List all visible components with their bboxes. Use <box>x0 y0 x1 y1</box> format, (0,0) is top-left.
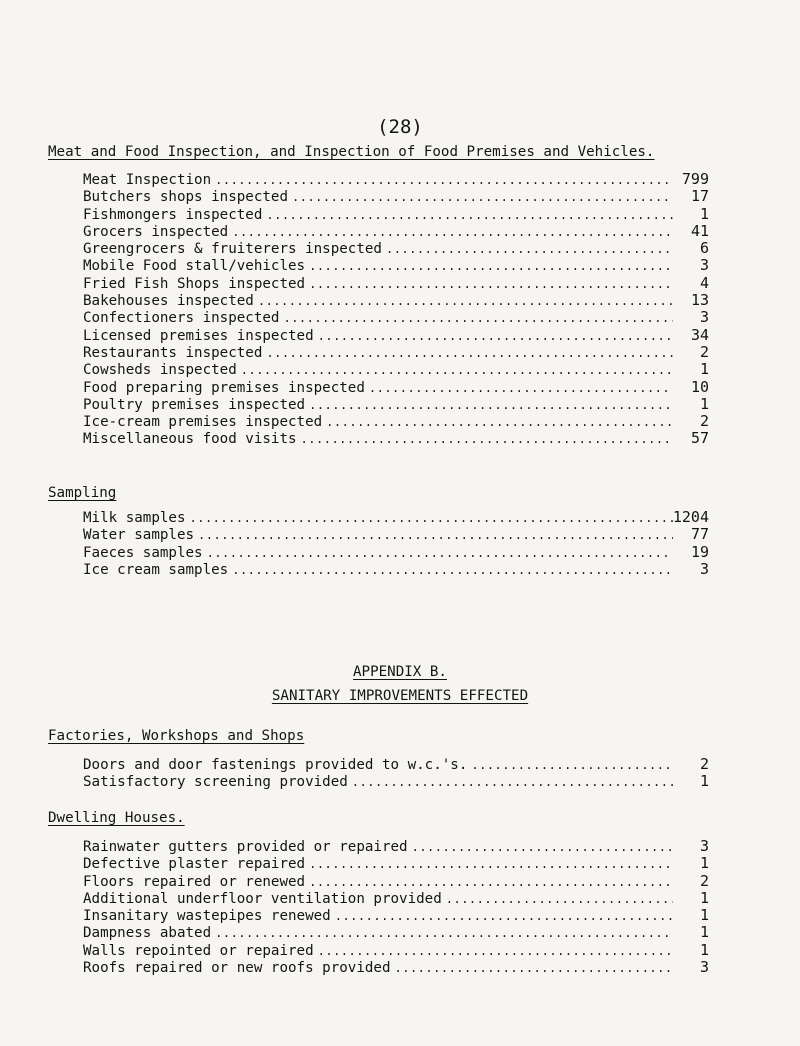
item-label: Fishmongers inspected <box>83 206 263 223</box>
item-label: Doors and door fastenings provided to w.c.'s. <box>83 757 468 773</box>
dot-leader <box>211 172 673 189</box>
dot-leader <box>382 241 673 258</box>
list-item <box>83 257 709 274</box>
list-item <box>83 873 709 890</box>
list-item <box>83 396 709 413</box>
item-label: Satisfactory screening provided <box>83 774 348 791</box>
list-item <box>83 379 709 396</box>
item-value: 1 <box>699 772 709 791</box>
item-label: Additional underfloor ventilation provided <box>83 890 442 907</box>
dot-leader <box>203 545 673 562</box>
list-item <box>83 942 709 959</box>
item-label: Fried Fish Shops inspected <box>83 275 306 292</box>
item-value: 6 <box>699 239 709 258</box>
item-value: 3 <box>699 256 709 275</box>
list-item <box>83 413 709 430</box>
dot-leader <box>391 960 674 977</box>
appendix-subtitle: SANITARY IMPROVEMENTS EFFECTED <box>271 688 529 704</box>
list-item <box>83 773 709 790</box>
item-value: 3 <box>699 958 709 977</box>
list-item <box>83 430 709 447</box>
dot-leader <box>305 874 673 891</box>
list-item <box>83 561 709 578</box>
item-value: 3 <box>699 559 709 578</box>
item-label: Greengrocers & fruiterers inspected <box>83 241 382 258</box>
factories-list <box>83 756 709 791</box>
dot-leader <box>279 310 673 327</box>
dot-leader <box>186 510 673 527</box>
item-label: Defective plaster repaired <box>83 856 306 873</box>
dot-leader <box>314 943 673 960</box>
item-value: 2 <box>699 342 709 361</box>
item-label: Miscellaneous food visits <box>83 431 297 448</box>
dot-leader <box>305 258 673 275</box>
dot-leader <box>408 839 673 856</box>
item-label: Dampness abated <box>83 925 212 942</box>
list-item <box>83 309 709 326</box>
item-label: Walls repointed or repaired <box>83 942 314 959</box>
dot-leader <box>297 431 673 448</box>
list-item <box>83 855 709 872</box>
list-item <box>83 959 709 976</box>
item-label: Restaurants inspected <box>83 344 263 361</box>
item-label: Mobile Food stall/vehicles <box>83 258 306 275</box>
item-value: 41 <box>690 221 709 240</box>
dot-leader <box>254 293 673 310</box>
dot-leader <box>237 362 673 379</box>
dot-leader <box>365 380 673 397</box>
item-value: 10 <box>690 377 709 396</box>
dot-leader <box>228 562 673 579</box>
item-label: Grocers inspected <box>83 223 229 240</box>
item-value: 1 <box>699 394 709 413</box>
list-item <box>83 171 709 188</box>
item-value: 13 <box>690 291 709 310</box>
item-value: 2 <box>699 412 709 431</box>
item-value: 1 <box>699 923 709 942</box>
item-value: 1 <box>699 940 709 959</box>
dot-leader <box>305 397 673 414</box>
item-value: 17 <box>690 187 709 206</box>
list-item <box>83 890 709 907</box>
appendix-title: APPENDIX B. <box>353 664 447 680</box>
list-item <box>83 327 709 344</box>
dot-leader <box>331 908 673 925</box>
item-label: Ice-cream premises inspected <box>83 414 323 431</box>
item-label: Butchers shops inspected <box>83 189 288 206</box>
list-item <box>83 292 709 309</box>
item-value: 1 <box>699 360 709 379</box>
item-label: Water samples <box>83 527 195 544</box>
sampling-list <box>83 509 709 578</box>
dot-leader <box>228 224 673 241</box>
dot-leader <box>314 328 673 345</box>
dot-leader <box>211 925 673 942</box>
list-item <box>83 240 709 257</box>
item-value: 1 <box>699 204 709 223</box>
item-value: 2 <box>699 871 709 890</box>
dot-leader <box>288 189 673 206</box>
item-value: 1 <box>699 888 709 907</box>
list-item <box>83 223 709 240</box>
item-label: Bakehouses inspected <box>83 293 254 310</box>
item-value: 77 <box>690 525 709 544</box>
dot-leader <box>442 891 673 908</box>
item-value: 19 <box>690 542 709 561</box>
list-item <box>83 275 709 292</box>
section-heading-sampling: Sampling <box>48 485 117 501</box>
list-item <box>83 344 709 361</box>
item-label: Cowsheds inspected <box>83 362 237 379</box>
item-value: 34 <box>690 325 709 344</box>
list-item <box>83 924 709 941</box>
item-label: Licensed premises inspected <box>83 327 314 344</box>
item-value: 4 <box>699 273 709 292</box>
dot-leader <box>194 527 673 544</box>
item-label: Food preparing premises inspected <box>83 379 365 396</box>
dot-leader <box>262 345 673 362</box>
item-value: 1204 <box>672 508 709 526</box>
section-heading-meat-food: Meat and Food Inspection, and Inspection of Food Premises and Vehicles. <box>48 144 655 160</box>
item-value: 57 <box>690 429 709 448</box>
list-item <box>83 838 709 855</box>
item-label: Ice cream samples <box>83 561 229 578</box>
dot-leader <box>322 414 673 431</box>
item-label: Milk samples <box>83 510 186 526</box>
list-item <box>83 206 709 223</box>
dwellings-list <box>83 838 709 976</box>
list-item <box>83 526 709 543</box>
item-label: Floors repaired or renewed <box>83 873 306 890</box>
dot-leader <box>305 856 673 873</box>
item-label: Rainwater gutters provided or repaired <box>83 839 408 855</box>
item-value: 1 <box>699 854 709 873</box>
list-item <box>83 509 709 526</box>
section-heading-factories: Factories, Workshops and Shops <box>48 728 305 744</box>
item-value: 2 <box>699 755 709 773</box>
item-value: 3 <box>699 837 709 855</box>
dot-leader <box>467 757 673 774</box>
list-item <box>83 188 709 205</box>
item-value: 1 <box>699 906 709 925</box>
item-label: Insanitary wastepipes renewed <box>83 908 331 925</box>
item-label: Meat Inspection <box>83 172 212 188</box>
list-item <box>83 907 709 924</box>
dot-leader <box>348 774 673 791</box>
item-label: Roofs repaired or new roofs provided <box>83 960 391 977</box>
dot-leader <box>262 207 673 224</box>
list-item <box>83 361 709 378</box>
item-value: 3 <box>699 308 709 327</box>
page-number: (28) <box>377 116 423 138</box>
item-label: Poultry premises inspected <box>83 396 306 413</box>
item-label: Confectioners inspected <box>83 310 280 327</box>
item-value: 799 <box>681 170 709 188</box>
list-item <box>83 756 709 773</box>
item-label: Faeces samples <box>83 544 203 561</box>
dot-leader <box>305 276 673 293</box>
section-heading-dwellings: Dwelling Houses. <box>48 810 185 826</box>
meat-food-list <box>83 171 709 448</box>
list-item <box>83 544 709 561</box>
